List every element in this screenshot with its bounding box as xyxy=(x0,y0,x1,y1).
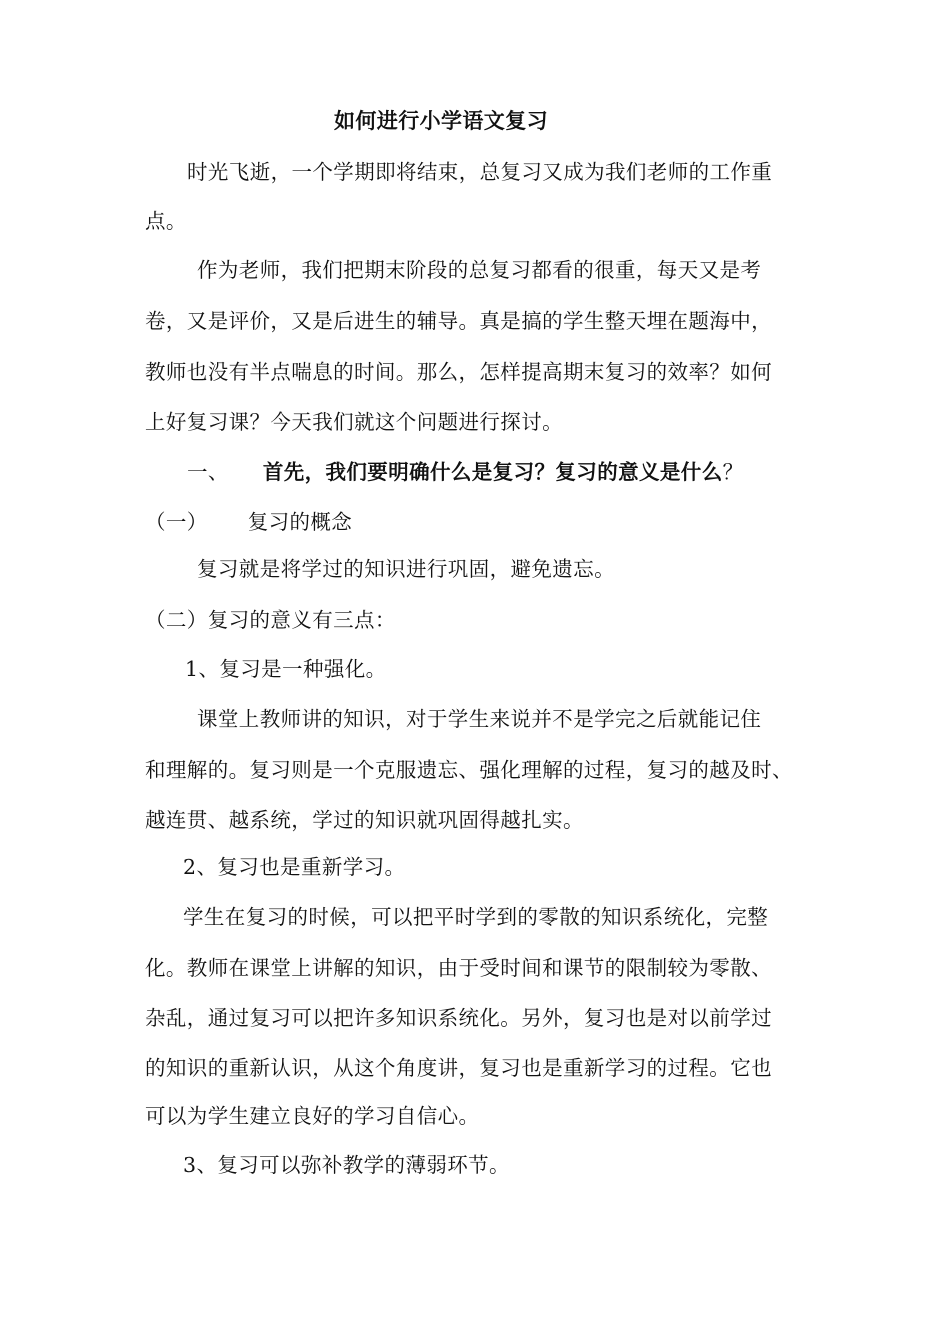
paragraph-line: 复习就是将学过的知识进行巩固，避免遗忘。 xyxy=(197,557,615,581)
paragraph-line: 和理解的。复习则是一个克服遗忘、强化理解的过程，复习的越及时、 xyxy=(145,758,793,782)
paragraph-line: 可以为学生建立良好的学习自信心。 xyxy=(145,1104,480,1128)
paragraph-line: 学生在复习的时候，可以把平时学到的零散的知识系统化，完整 xyxy=(183,905,769,929)
paragraph-line: 杂乱，通过复习可以把许多知识系统化。另外，复习也是对以前学过 xyxy=(145,1006,772,1030)
subsection-heading xyxy=(145,509,352,535)
section-heading-tail: ？ xyxy=(722,460,744,484)
section-heading-number: 一、 xyxy=(187,460,229,484)
list-item: 1、复习是一种强化。 xyxy=(185,657,387,681)
paragraph-line: 的知识的重新认识，从这个角度讲，复习也是重新学习的过程。它也 xyxy=(145,1056,772,1080)
paragraph-line: 卷，又是评价，又是后进生的辅导。真是搞的学生整天埋在题海中， xyxy=(145,309,772,333)
paragraph-line: 点。 xyxy=(145,209,187,233)
subsection-text: 复习的概念 xyxy=(247,510,353,534)
paragraph-line: 化。教师在课堂上讲解的知识，由于受时间和课节的限制较为零散、 xyxy=(145,956,772,980)
paragraph-line: 作为老师，我们把期末阶段的总复习都看的很重，每天又是考 xyxy=(197,258,762,282)
subsection-number: （一） xyxy=(145,510,208,534)
list-item: 2、复习也是重新学习。 xyxy=(183,855,406,879)
document-title: 如何进行小学语文复习 xyxy=(334,108,548,133)
section-heading-text: 首先，我们要明确什么是复习？复习的意义是什么 xyxy=(262,460,723,484)
paragraph-line: 越连贯、越系统，学过的知识就巩固得越扎实。 xyxy=(145,808,584,832)
subsection-heading: （二）复习的意义有三点： xyxy=(145,608,396,632)
paragraph-line: 上好复习课？今天我们就这个问题进行探讨。 xyxy=(145,410,563,434)
list-item: 3、复习可以弥补教学的薄弱环节。 xyxy=(183,1153,510,1177)
paragraph-line: 课堂上教师讲的知识，对于学生来说并不是学完之后就能记住 xyxy=(197,707,762,731)
paragraph-line: 时光飞逝，一个学期即将结束，总复习又成为我们老师的工作重 xyxy=(187,160,773,184)
paragraph-line: 教师也没有半点喘息的时间。那么，怎样提高期末复习的效率？如何 xyxy=(145,360,772,384)
section-heading xyxy=(187,459,744,485)
